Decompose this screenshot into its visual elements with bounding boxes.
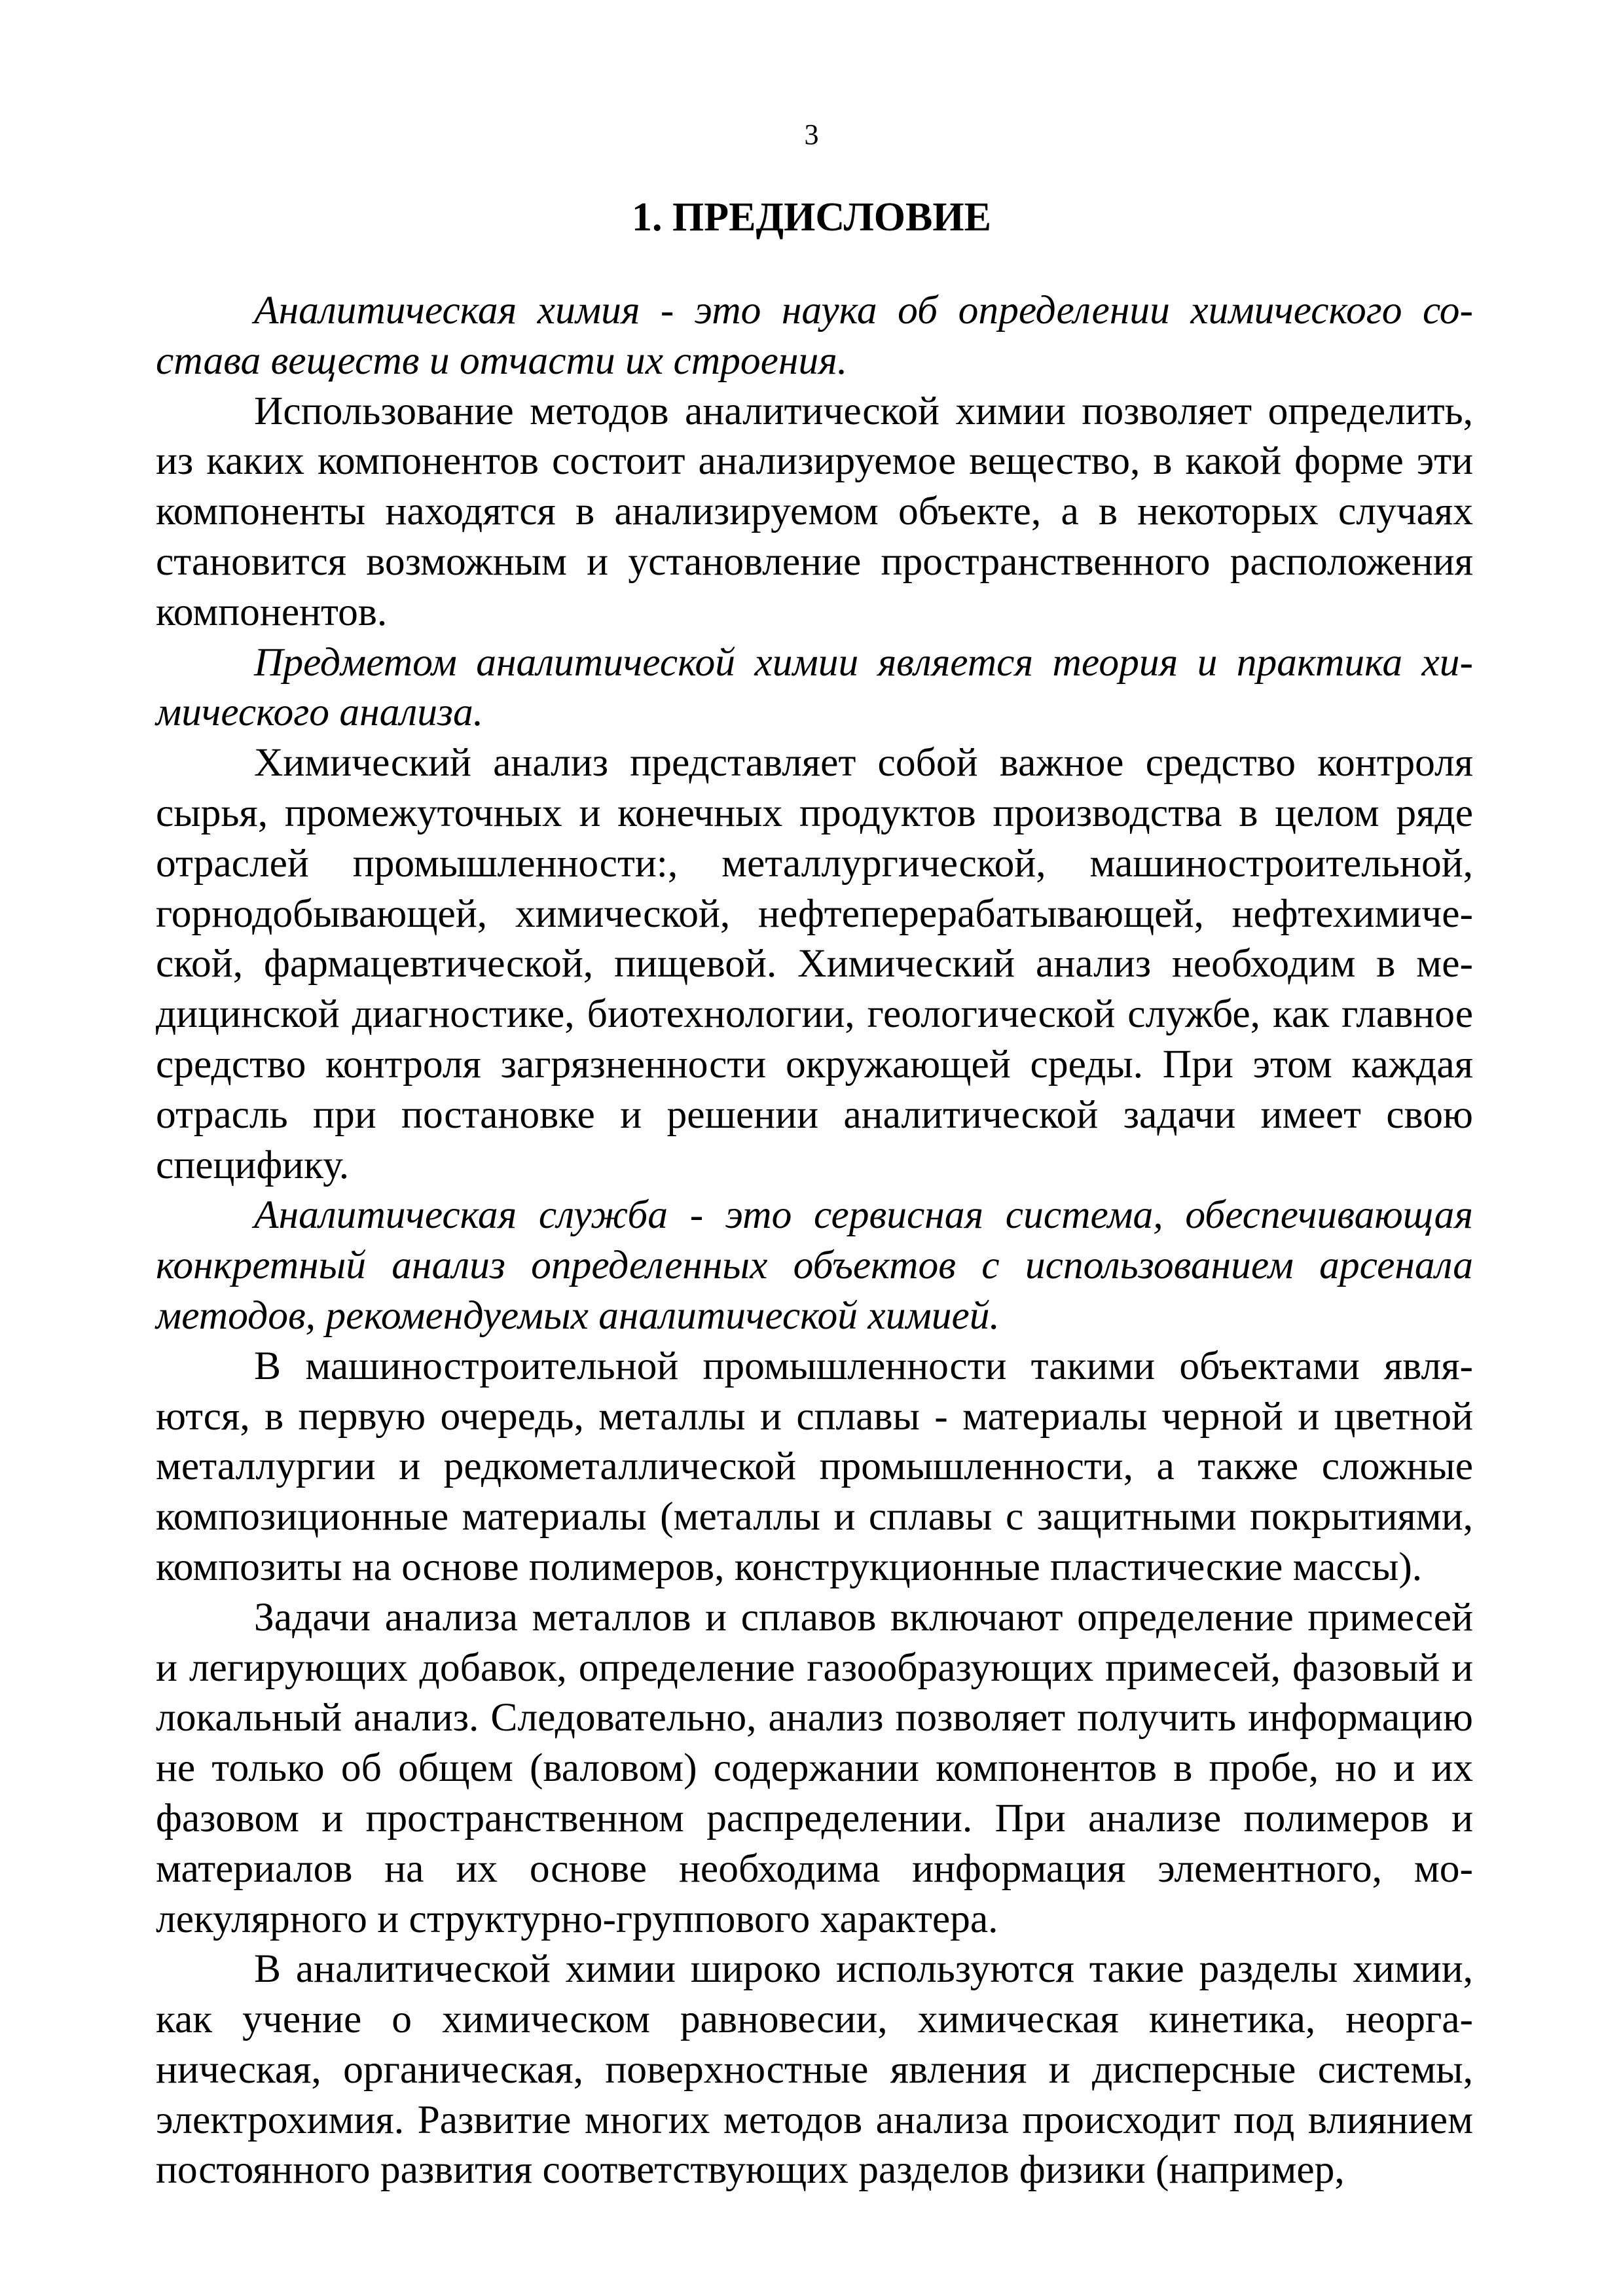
section-heading: 1. ПРЕДИСЛОВИЕ <box>632 195 991 240</box>
paragraph-chemistry-sections: В аналитической химии широко используются такие разделы химии, как учение о химическом равновесии, химическая кинетика, неорганическая, органическая, поверхностные явления и дисперсные системы, электрохимия. Развитие многих методов анализа происходит под влиянием постоянного развития соответствующих разделов физики (например, <box>156 1946 1473 2193</box>
paragraph-definition-analytical-chemistry: Аналитическая химия - это наука об определении химического состава веществ и отчасти их строения. <box>156 288 1473 383</box>
paragraph-chemical-analysis-industries: Химический анализ представляет собой важное средство контроля сырья, промежуточных и конечных продуктов производства в целом ряде отраслей промышленности:, металлургической, машиностроительной, горнодобывающей, химической, нефтеперерабатывающей, нефтехимической, фармацевтической, пищевой. Химический анализ необходим в медицинской диагностике, биотехнологии, геологической службе, как главное средство контроля загрязненности окружающей среды. При этом каждая отрасль при постановке и решении аналитической задачи имеет свою специфику. <box>156 740 1473 1187</box>
text-body <box>156 285 1473 2195</box>
paragraph-machine-building-objects: В машиностроительной промышленности такими объектами являются, в первую очередь, металлы и сплавы - материалы черной и цветной металлургии и редкометаллической промышленности, а также сложные композиционные материалы (металлы и сплавы с защитными покрытиями, композиты на основе полимеров, конструкционные пластические массы). <box>156 1343 1473 1589</box>
paragraph-analytical-service-definition: Аналитическая служба - это сервисная система, обеспечивающая конкретный анализ определенных объектов с использованием арсенала методов, рекомендуемых аналитической химией. <box>156 1193 1473 1338</box>
paragraph-subject-definition: Предметом аналитической химии является теория и практика химического анализа. <box>156 639 1473 735</box>
paragraph-methods-usage: Использование методов аналитической химии позволяет определить, из каких компонентов состоит анализируемое вещество, в какой форме эти компоненты находятся в анализируемом объекте, а в некоторых случаях становится возможным и установление пространственного расположения компонентов. <box>156 388 1473 634</box>
paragraph-metal-analysis-tasks: Задачи анализа металлов и сплавов включают определение примесей и легирующих добавок, определение газообразующих примесей, фазовый и локальный анализ. Следовательно, анализ позволяет получить информацию не только об общем (валовом) содержании компонентов в пробе, но и их фазовом и пространственном распределении. При анализе полимеров и материалов на их основе необходима информация элементного, молекулярного и структурно-группового характера. <box>156 1594 1473 1941</box>
page-number: 3 <box>804 118 819 151</box>
